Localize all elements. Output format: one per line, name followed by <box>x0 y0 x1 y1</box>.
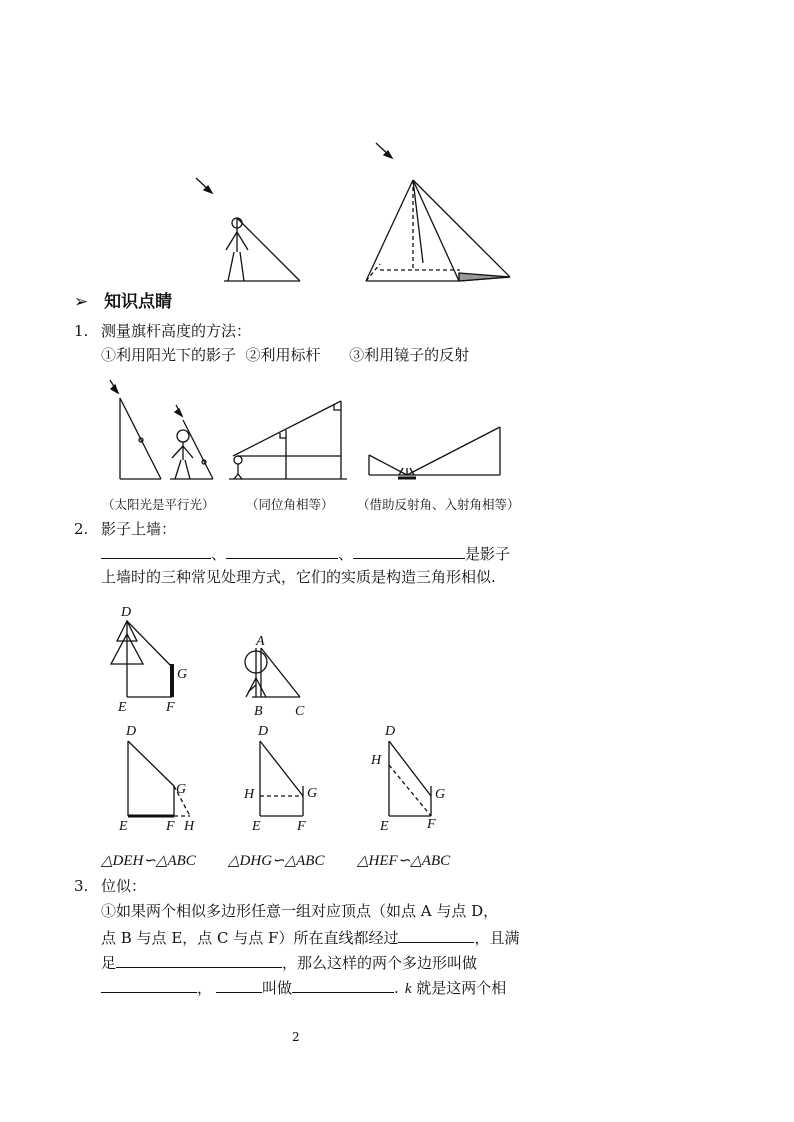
similarity-3: △HEF∽△ABC <box>357 853 451 869</box>
page-number: 2 <box>292 1030 300 1044</box>
blank-condition[interactable] <box>116 952 282 968</box>
label-A-top: A <box>256 634 265 649</box>
item2-line1: 、 、 是影子 <box>101 543 510 564</box>
caption-reflection: （借助反射角、入射角相等） <box>357 497 520 512</box>
blank-term[interactable] <box>216 977 262 993</box>
section-title: 知识点睛 <box>104 292 173 312</box>
item3-paragraph-line2: 点 B 与点 E，点 C 与点 F）所在直线都经过 ，且满 <box>101 929 520 947</box>
fig3-label-G: G <box>435 787 446 802</box>
fig2-label-E: E <box>252 819 261 834</box>
fig2-label-H: H <box>244 787 255 802</box>
label-C-top: C <box>295 704 305 719</box>
section-marker: ➢ <box>74 292 89 312</box>
fig1-label-G: G <box>176 782 187 797</box>
label-D-top: D <box>121 605 132 620</box>
label-E-top: E <box>118 700 127 715</box>
label-F-top: F <box>166 700 175 715</box>
similarity-1: △DEH∽△ABC <box>101 853 196 869</box>
fig2-label-F: F <box>297 819 306 834</box>
fig3-label-D: D <box>385 724 396 739</box>
similarity-2: △DHG∽△ABC <box>228 853 325 869</box>
item3-paragraph-line1: ①如果两个相似多边形任意一组对应顶点（如点 A 与点 D， <box>101 902 499 920</box>
blank-center-point[interactable] <box>398 927 474 943</box>
blank-figure-name[interactable] <box>101 977 197 993</box>
fig1-label-F: F <box>166 819 175 834</box>
fig2-label-D: D <box>258 724 269 739</box>
fig3-label-E: E <box>380 819 389 834</box>
item3-paragraph-line3: 足 ，那么这样的两个多边形叫做 <box>101 954 478 972</box>
fig2-label-G: G <box>307 786 318 801</box>
blank-term-name[interactable] <box>292 977 394 993</box>
item2-line2: 上墙时的三种常见处理方式，它们的实质是构造三角形相似. <box>101 568 496 586</box>
fig1-label-D: D <box>126 724 137 739</box>
item1-title: 测量旗杆高度的方法： <box>101 322 252 340</box>
caption-corresponding-angles: （同位角相等） <box>246 497 334 512</box>
fig1-label-H: H <box>184 819 195 834</box>
label-B-top: B <box>254 704 263 719</box>
item3-paragraph-line4: ， 叫做 . k 就是这两个相 <box>101 977 506 999</box>
fig3-label-F: F <box>427 817 436 832</box>
fig1-label-E: E <box>119 819 128 834</box>
label-G-top: G <box>177 667 188 682</box>
item3-number: 3. <box>74 877 89 895</box>
caption-sunlight: （太阳光是平行光） <box>102 497 215 512</box>
item2-title: 影子上墙： <box>101 520 177 538</box>
item2-number: 2. <box>74 520 89 538</box>
item1-number: 1. <box>74 322 89 340</box>
item3-title: 位似： <box>101 877 147 895</box>
item1-methods: ①利用阳光下的影子 ②利用标杆 ③利用镜子的反射 <box>101 346 470 364</box>
fig3-label-H: H <box>371 753 382 768</box>
